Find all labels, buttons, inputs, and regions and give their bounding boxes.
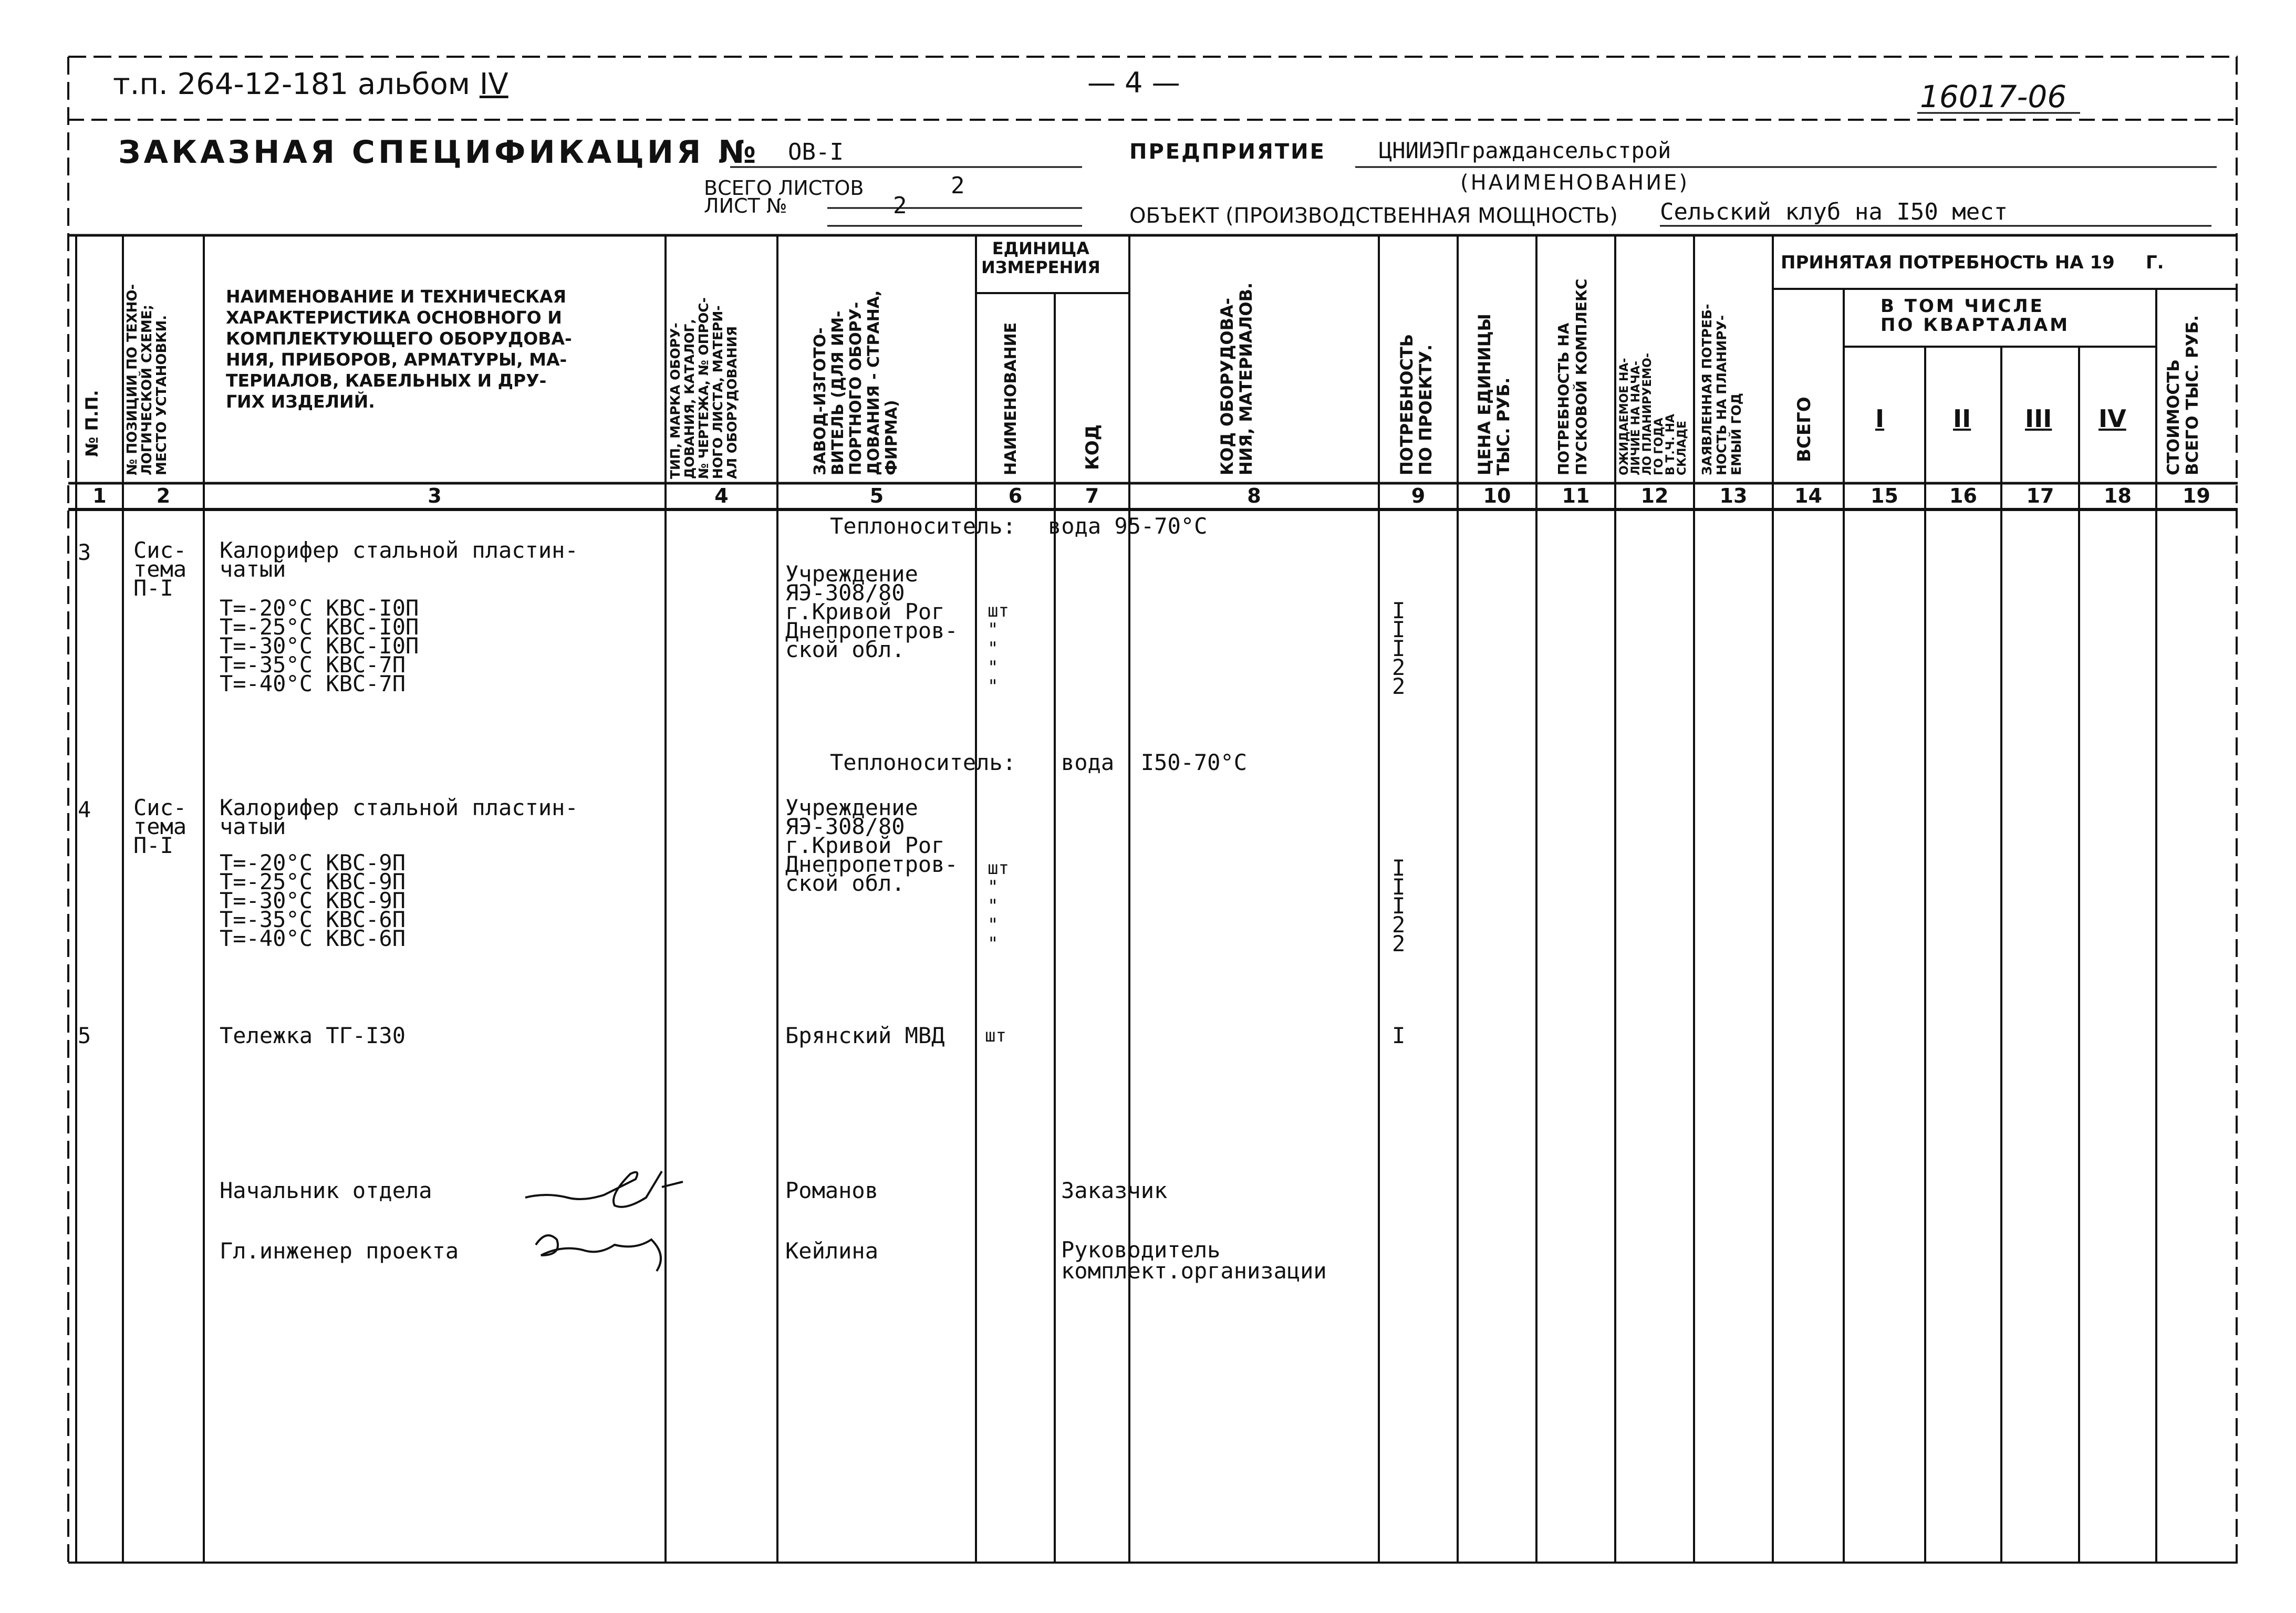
col-header-19: СТОИМОСТЬ ВСЕГО ТЫС. РУБ. <box>2164 315 2202 475</box>
signatures-drawn <box>525 1171 683 1271</box>
unit-name: шт " " " " <box>988 600 1009 697</box>
col-num-12: 12 <box>1640 484 1669 507</box>
object-label: ОБЪЕКТ (ПРОИЗВОДСТВЕННАЯ МОЩНОСТЬ) <box>1129 204 1618 228</box>
name-caption: (НАИМЕНОВАНИЕ) <box>1460 171 1689 195</box>
sheet-value: 2 <box>893 192 907 219</box>
col-header-q3: III <box>2025 404 2052 433</box>
col-num-2: 2 <box>156 484 171 507</box>
album-number: IV <box>479 67 508 101</box>
col-num-1: 1 <box>92 484 107 507</box>
sheets-total-label: ВСЕГО ЛИСТОВ <box>704 176 864 200</box>
col-num-3: 3 <box>428 484 442 507</box>
enterprise-value: ЦНИИЭПграждансельстрой <box>1379 138 1671 163</box>
col-num-6: 6 <box>1008 484 1023 507</box>
item-variants: Т=-20°С КВС-I0П Т=-25°С КВС-I0П Т=-30°С КВС-I0П Т=-35°С КВС-7П Т=-40°С КВС-7П <box>220 595 419 696</box>
qty-project: I I I 2 2 <box>1392 855 1406 956</box>
col-header-q2: II <box>1953 404 1971 433</box>
enterprise-label: ПРЕДПРИЯТИЕ <box>1129 140 1326 164</box>
medium-label-1: Теплоноситель: <box>830 513 1016 539</box>
col-header-2: № ПОЗИЦИИ ПО ТЕХНО- ЛОГИЧЕСКОЙ СХЕМЕ; МЕСТО УСТАНОВКИ. <box>124 284 170 475</box>
col-header-14: ВСЕГО <box>1794 397 1815 462</box>
col-num-9: 9 <box>1411 484 1426 507</box>
col-num-17: 17 <box>2026 484 2054 507</box>
unit-name: шт " " " " <box>988 858 1009 954</box>
col-num-10: 10 <box>1483 484 1511 507</box>
document-code: 16017-06 <box>1920 79 2067 115</box>
object-value: Сельский клуб на I50 мест <box>1660 199 2008 225</box>
customer-label: Заказчик <box>1061 1178 1168 1203</box>
system-position: Сис- тема П-I <box>133 795 187 858</box>
col-num-5: 5 <box>869 484 884 507</box>
col-num-7: 7 <box>1085 484 1099 507</box>
col-header-q4: IV <box>2098 404 2126 433</box>
row-number: 3 <box>78 539 91 565</box>
col-header-8: КОД ОБОРУДОВА- НИЯ, МАТЕРИАЛОВ. <box>1217 282 1256 475</box>
col-num-19: 19 <box>2183 484 2210 507</box>
row-number: 5 <box>78 1023 91 1048</box>
chief-engineer-name: Кейлина <box>785 1238 879 1264</box>
album-reference <box>113 67 508 101</box>
item-name: Калорифер стальной пластин- чатый <box>220 537 578 582</box>
col-num-11: 11 <box>1562 484 1590 507</box>
col-header-7: КОД <box>1082 424 1103 470</box>
spec-title: ЗАКАЗНАЯ СПЕЦИФИКАЦИЯ № <box>118 134 760 171</box>
col-header-11: ПОТРЕБНОСТЬ НА ПУСКОВОЙ КОМПЛЕКС <box>1555 278 1590 475</box>
col-header-q1: I <box>1875 404 1885 433</box>
col-header-12: ОЖИДАЕМОЕ НА- ЛИЧИЕ НА НАЧА- ЛО ПЛАНИРУЕМО- ГО ГОДА В Т.Ч. НА СКЛАДЕ <box>1618 352 1689 475</box>
sheets-total-value: 2 <box>951 172 965 199</box>
col-header-3: НАИМЕНОВАНИЕ И ТЕХНИЧЕСКАЯ ХАРАКТЕРИСТИКА ОСНОВНОГО И КОМПЛЕКТУЮЩЕГО ОБОРУДОВА- НИЯ, ПРИБОРОВ, АРМАТУРЫ, МА- ТЕРИАЛОВ, КАБЕЛЬНЫХ И ДРУ- ГИХ ИЗДЕЛИЙ. <box>226 286 572 412</box>
album-ref-text: т.п. 264-12-181 альбом <box>113 67 471 101</box>
col-num-18: 18 <box>2104 484 2132 507</box>
col-header-4: ТИП, МАРКА ОБОРУ- ДОВАНИЯ, КАТАЛОГ, № ЧЕРТЕЖА, № ОПРОС- НОГО ЛИСТА, МАТЕРИ- АЛ ОБОРУДОВАНИЯ <box>668 297 740 479</box>
item-variants: Т=-20°С КВС-9П Т=-25°С КВС-9П Т=-30°С КВС-9П Т=-35°С КВС-6П Т=-40°С КВС-6П <box>220 850 406 951</box>
supplier-head-label: Руководитель комплект.организации <box>1061 1237 1327 1284</box>
qty-project: I <box>1392 1023 1406 1048</box>
col-num-14: 14 <box>1794 484 1822 507</box>
head-of-dept-name: Романов <box>785 1178 879 1203</box>
manufacturer: Учреждение ЯЭ-308/80 г.Кривой Рог Днепропетров- ской обл. <box>785 795 958 896</box>
col-header-9: ПОТРЕБНОСТЬ ПО ПРОЕКТУ. <box>1397 334 1436 475</box>
col-header-5: ЗАВОД-ИЗГОТО- ВИТЕЛЬ (ДЛЯ ИМ- ПОРТНОГО ОБОРУ- ДОВАНИЯ - СТРАНА, ФИРМА) <box>811 290 901 475</box>
row-number: 4 <box>78 797 91 823</box>
col-num-13: 13 <box>1719 484 1748 507</box>
item-name: Калорифер стальной пластин- чатый <box>220 795 578 839</box>
page-number: — 4 — <box>1087 66 1180 99</box>
item-name: Тележка ТГ-I30 <box>220 1023 406 1048</box>
medium-value-1: вода 95-70°С <box>1048 513 1208 539</box>
head-of-dept-label: Начальник отдела <box>220 1178 432 1203</box>
col-header-accepted: ПРИНЯТАЯ ПОТРЕБНОСТЬ НА 19 Г. <box>1781 252 2164 273</box>
col-header-1: № П.П. <box>82 390 102 457</box>
col-num-16: 16 <box>1949 484 1977 507</box>
medium-label-2: Теплоноситель: <box>830 750 1016 775</box>
system-position: Сис- тема П-I <box>133 537 187 601</box>
manufacturer: Брянский МВД <box>785 1023 945 1048</box>
qty-project: I I I 2 2 <box>1392 598 1406 699</box>
col-header-13: ЗАЯВЛЕННАЯ ПОТРЕБ- НОСТЬ НА ПЛАНИРУ- ЕМЫЙ ГОД <box>1699 304 1744 475</box>
manufacturer: Учреждение ЯЭ-308/80 г.Кривой Рог Днепропетров- ской обл. <box>785 561 958 662</box>
medium-value-2: вода I50-70°С <box>1061 750 1248 775</box>
chief-engineer-label: Гл.инженер проекта <box>220 1238 459 1264</box>
sheet-label: ЛИСТ № <box>704 194 787 217</box>
col-header-quarters: В ТОМ ЧИСЛЕ ПО КВАРТАЛАМ <box>1881 296 2070 336</box>
col-num-15: 15 <box>1871 484 1898 507</box>
col-num-8: 8 <box>1247 484 1261 507</box>
col-number-row <box>0 484 2296 508</box>
col-header-unit: ЕДИНИЦА ИЗМЕРЕНИЯ <box>981 238 1100 277</box>
spec-number: ОВ-I <box>788 139 844 165</box>
col-header-10: ЦЕНА ЕДИНИЦЫ ТЫС. РУБ. <box>1474 314 1513 475</box>
col-num-4: 4 <box>714 484 729 507</box>
col-header-6: НАИМЕНОВАНИЕ <box>1002 322 1020 475</box>
unit-name: шт <box>985 1025 1006 1046</box>
